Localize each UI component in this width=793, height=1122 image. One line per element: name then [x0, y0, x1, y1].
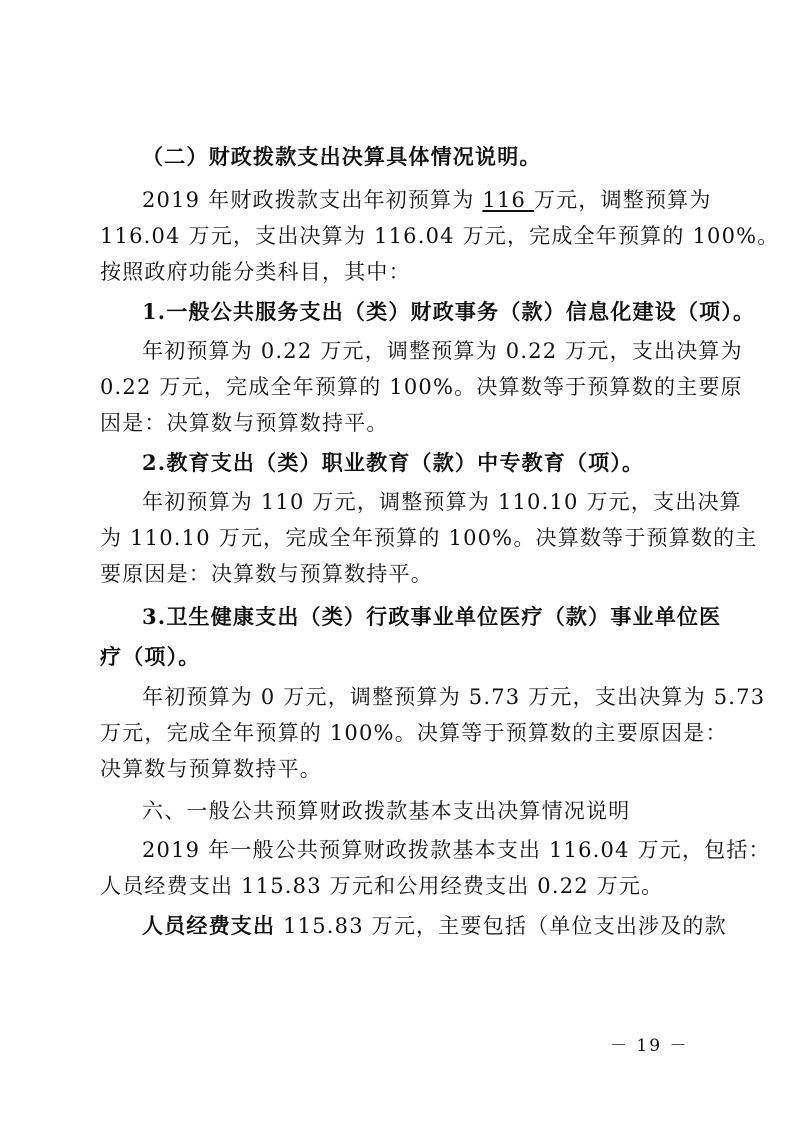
intro-text-b: 万元，调整预算为 — [533, 188, 712, 212]
intro-line-1 — [142, 186, 712, 214]
intro-line-3: 按照政府功能分类科目，其中： — [100, 260, 411, 284]
item1-line-1: 年初预算为 0.22 万元，调整预算为 0.22 万元，支出决算为 — [142, 339, 743, 363]
intro-underlined-amount: 116 — [482, 188, 534, 212]
item1-title: 1.一般公共服务支出（类）财政事务（款）信息化建设（项）。 — [142, 299, 756, 324]
intro-line-2: 116.04 万元，支出决算为 116.04 万元，完成全年预算的 100%。 — [100, 224, 780, 248]
section6-title: 六、一般公共预算财政拨款基本支出决算情况说明 — [142, 799, 631, 823]
section-heading-2: （二）财政拨款支出决算具体情况说明。 — [142, 144, 542, 169]
personnel-expense-label: 人员经费支出 — [142, 913, 276, 938]
item3-line-1: 年初预算为 0 万元，调整预算为 5.73 万元，支出决算为 5.73 — [142, 685, 766, 709]
item1-line-2: 0.22 万元，完成全年预算的 100%。决算数等于预算数的主要原 — [100, 375, 743, 399]
item2-line-3: 要原因是：决算数与预算数持平。 — [100, 562, 433, 586]
item2-line-2: 为 110.10 万元，完成全年预算的 100%。决算数等于预算数的主 — [100, 526, 758, 550]
item3-line-2: 万元，完成全年预算的 100%。决算等于预算数的主要原因是： — [100, 721, 728, 745]
item2-title: 2.教育支出（类）职业教育（款）中专教育（项）。 — [142, 450, 645, 475]
item1-line-3: 因是：决算数与预算数持平。 — [100, 411, 389, 435]
item3-title-line-2: 疗（项）。 — [100, 644, 201, 669]
item3-title-line-1: 3.卫生健康支出（类）行政事业单位医疗（款）事业单位医 — [142, 604, 722, 629]
personnel-expense-text: 115.83 万元，主要包括（单位支出涉及的款 — [275, 914, 727, 938]
section6-line-3 — [142, 912, 727, 940]
page-number: － 19 － — [610, 1036, 689, 1056]
item3-line-3: 决算数与预算数持平。 — [100, 757, 322, 781]
intro-text-a: 2019 年财政拨款支出年初预算为 — [142, 188, 483, 212]
section6-line-1: 2019 年一般公共预算财政拨款基本支出 116.04 万元，包括： — [142, 838, 771, 862]
item2-line-1: 年初预算为 110 万元，调整预算为 110.10 万元，支出决算 — [142, 490, 742, 514]
section6-line-2: 人员经费支出 115.83 万元和公用经费支出 0.22 万元。 — [100, 874, 664, 898]
